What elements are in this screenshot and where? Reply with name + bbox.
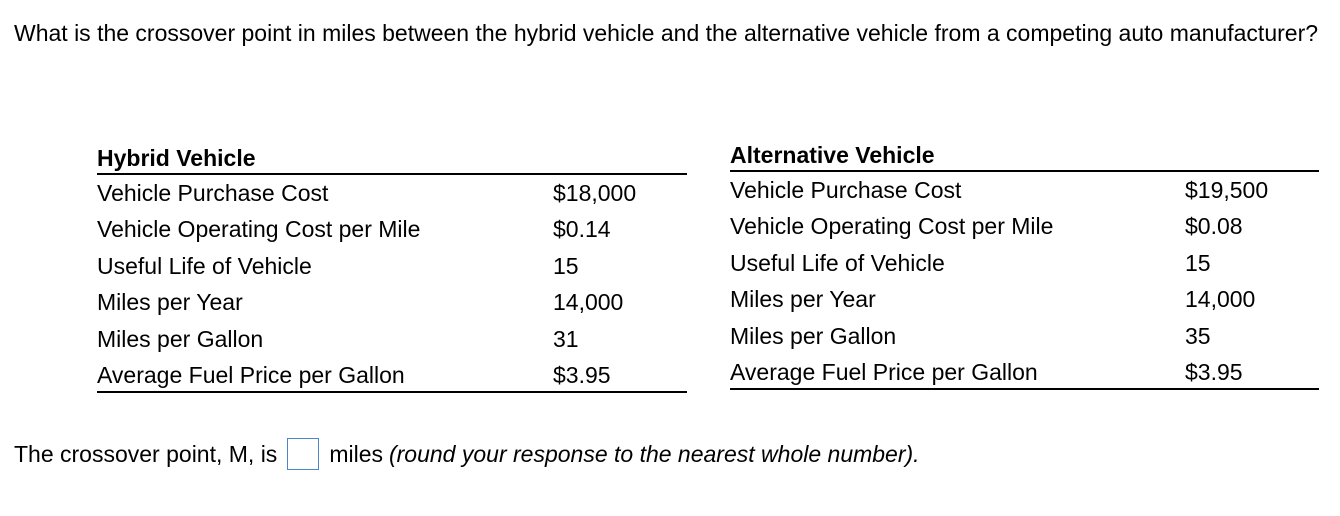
row-value: $0.14 [553, 216, 611, 243]
row-label: Useful Life of Vehicle [97, 252, 312, 279]
row-value: $3.95 [1185, 358, 1243, 385]
answer-sentence [14, 436, 920, 472]
alternative-vehicle-table [730, 140, 1319, 390]
table-row [97, 321, 687, 357]
table-row [730, 208, 1319, 244]
answer-prefix: The crossover point, M, is [14, 441, 278, 467]
crossover-answer-input[interactable] [287, 438, 319, 470]
row-value: $3.95 [553, 361, 611, 388]
table-row [730, 172, 1319, 208]
row-label: Miles per Gallon [97, 325, 264, 352]
row-value: 35 [1185, 322, 1211, 349]
row-value: 14,000 [553, 289, 624, 316]
row-value: 15 [553, 252, 579, 279]
row-label: Miles per Year [97, 289, 243, 316]
table-row [97, 284, 687, 320]
row-value: 15 [1185, 249, 1211, 276]
table-row [730, 318, 1319, 354]
table-row [97, 357, 687, 393]
row-value: 14,000 [1185, 286, 1256, 313]
alternative-table-title: Alternative Vehicle [730, 142, 935, 168]
row-label: Miles per Gallon [730, 322, 897, 349]
table-row [730, 245, 1319, 281]
hybrid-vehicle-table [97, 143, 687, 393]
row-label: Vehicle Purchase Cost [97, 180, 329, 206]
row-label: Average Fuel Price per Gallon [97, 361, 405, 388]
row-value: 31 [553, 325, 579, 352]
answer-suffix: miles [329, 441, 383, 467]
table-row [730, 354, 1319, 390]
row-label: Average Fuel Price per Gallon [730, 358, 1038, 385]
hybrid-table-title: Hybrid Vehicle [97, 145, 256, 171]
row-label: Vehicle Operating Cost per Mile [730, 213, 1054, 240]
table-row [97, 175, 687, 211]
row-label: Useful Life of Vehicle [730, 249, 945, 276]
row-value: $19,500 [1185, 177, 1269, 203]
row-value: $0.08 [1185, 213, 1243, 240]
table-row [730, 281, 1319, 317]
row-label: Vehicle Purchase Cost [730, 177, 962, 203]
row-label: Miles per Year [730, 286, 876, 313]
table-row [97, 211, 687, 247]
row-label: Vehicle Operating Cost per Mile [97, 216, 421, 243]
rounding-hint: (round your response to the nearest whole number). [388, 441, 920, 467]
table-row [97, 248, 687, 284]
row-value: $18,000 [553, 180, 637, 206]
question-text: What is the crossover point in miles between the hybrid vehicle and the alternative vehicle from a competing auto manufacturer? [14, 20, 1319, 46]
